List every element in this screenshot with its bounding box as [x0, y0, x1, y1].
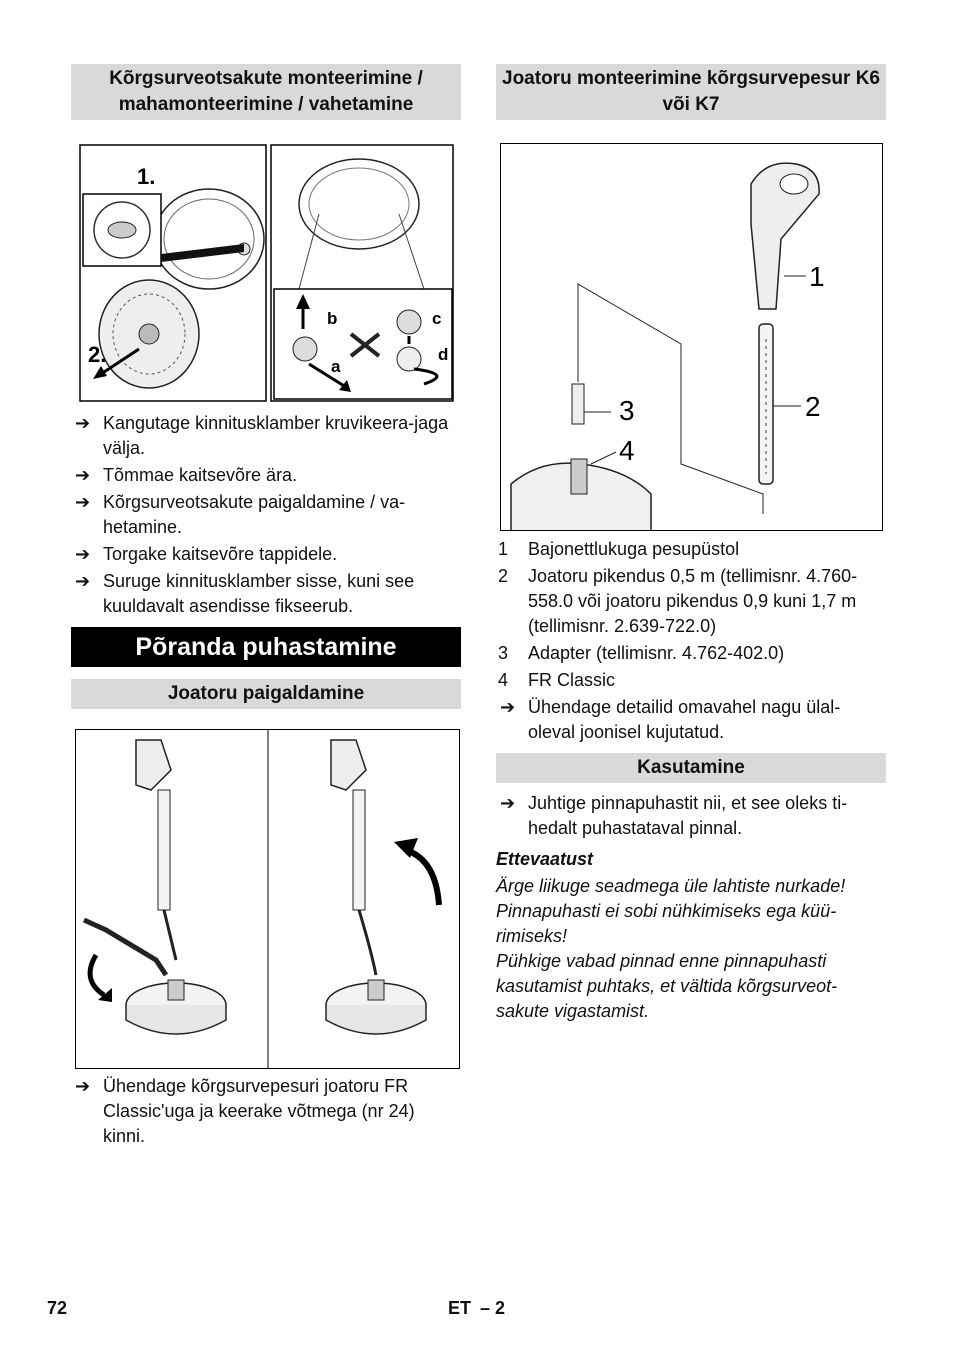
caution-line: Ärge liikuge seadmega üle lahtiste nurkade! — [496, 876, 846, 896]
step-1-label: 1. — [137, 164, 156, 189]
label-b: b — [327, 309, 338, 328]
list-item: ➔ Kõrgsurveotsakute paigaldamine / va-hetamine. — [71, 490, 461, 540]
legend-item — [496, 537, 886, 562]
page-number: 72 — [47, 1298, 68, 1318]
chapter-title-floor-cleaning: Põranda puhastamine — [71, 627, 461, 667]
footer-language: ET — [448, 1298, 472, 1318]
legend-item — [496, 668, 886, 693]
callout-4: 4 — [619, 435, 635, 466]
lance-components-illustration — [501, 144, 882, 530]
components-legend — [496, 537, 886, 693]
legend-text: Adapter (tellimisnr. 4.762-402.0) — [528, 643, 785, 663]
legend-number: 2 — [498, 566, 509, 586]
legend-number: 1 — [498, 539, 509, 559]
legend-text: FR Classic — [528, 670, 616, 690]
legend-text: Joatoru pikendus 0,5 m (tellimisnr. 4.760-558.0 või joatoru pikendus 0,9 kuni 1,7 m (tellimisnr. 2.639-722.0) — [528, 566, 858, 636]
section-title-lance-mounting-k6-k7: Joatoru monteerimine kõrgsurvepesur K6 või K7 — [496, 64, 886, 120]
caution-block — [496, 847, 886, 1024]
legend-number: 3 — [498, 643, 509, 663]
footer-section — [448, 1298, 505, 1319]
section-title-nozzle-mounting: Kõrgsurveotsakute monteerimine / mahamonteerimine / vahetamine — [71, 64, 461, 120]
label-a: a — [331, 357, 341, 376]
nozzle-replacement-illustration — [79, 144, 454, 402]
callout-1: 1 — [809, 261, 825, 292]
figure-nozzle-replacement — [79, 144, 454, 402]
callout-2: 2 — [805, 391, 821, 422]
label-d: d — [438, 345, 449, 364]
section-title-lance-installation: Joatoru paigaldamine — [71, 679, 461, 709]
figure-lance-components — [500, 143, 883, 531]
lance-steps-list — [71, 1074, 461, 1149]
section-title-usage: Kasutamine — [496, 753, 886, 783]
step-2-label: 2. — [88, 342, 107, 367]
list-item: ➔ Kangutage kinnitusklamber kruvikeera-jaga välja. — [71, 411, 461, 461]
assembly-steps-list — [496, 695, 886, 745]
label-c: c — [432, 309, 442, 328]
legend-text: Bajonettlukuga pesupüstol — [528, 539, 740, 559]
caution-title: Ettevaatust — [496, 849, 594, 869]
legend-item — [496, 641, 886, 666]
list-item: ➔ Ühendage kõrgsurvepesuri joatoru FR Classic'uga ja keerake võtmega (nr 24) kinni. — [71, 1074, 461, 1149]
legend-number: 4 — [498, 670, 509, 690]
right-column — [496, 64, 886, 1024]
list-item: ➔ Juhtige pinnapuhastit nii, et see oleks ti-hedalt puhastataval pinnal. — [496, 791, 886, 841]
list-item: ➔ Torgake kaitsevõre tappidele. — [71, 542, 461, 567]
legend-item — [496, 564, 886, 639]
list-item: ➔ Suruge kinnitusklamber sisse, kuni see kuuldavalt asendisse fikseerub. — [71, 569, 461, 619]
left-column — [71, 64, 461, 1151]
list-item: ➔ Tõmmae kaitsevõre ära. — [71, 463, 461, 488]
nozzle-steps-list — [71, 411, 461, 619]
figure-lance-installation — [75, 729, 460, 1069]
callout-3: 3 — [619, 395, 635, 426]
usage-steps-list — [496, 791, 886, 841]
list-item: ➔ Ühendage detailid omavahel nagu ülal-oleval joonisel kujutatud. — [496, 695, 886, 745]
caution-line: Pinnapuhasti ei sobi nühkimiseks ega küü-rimiseks! — [496, 901, 837, 946]
lance-installation-illustration — [76, 730, 459, 1068]
footer-sub-page: – 2 — [480, 1298, 506, 1318]
caution-line: Pühkige vabad pinnad enne pinnapuhasti kasutamist puhtaks, et vältida kõrgsurveot-sakute vigastamist. — [496, 951, 838, 1021]
